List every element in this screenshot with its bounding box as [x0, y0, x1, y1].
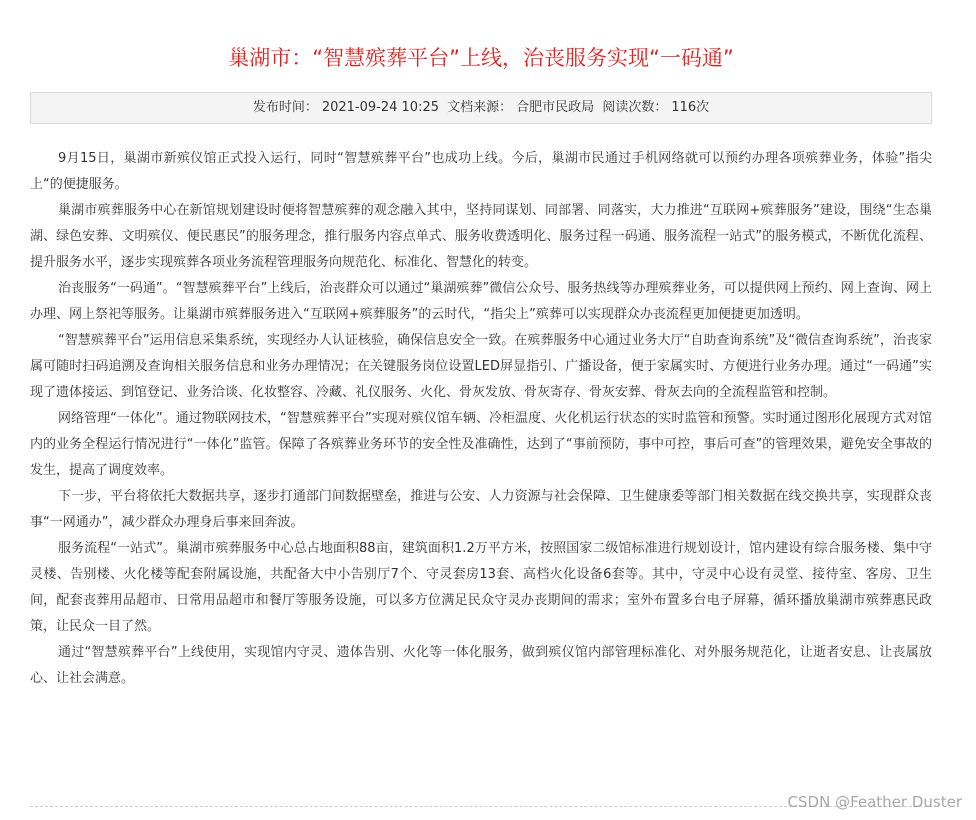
- article-title: 巢湖市：“智慧殡葬平台”上线，治丧服务实现“一码通”: [228, 46, 734, 70]
- source-label: 文档来源：: [447, 100, 513, 115]
- paragraph: 9月15日，巢湖市新殡仪馆正式投入运行，同时“智慧殡葬平台”也成功上线。今后，巢湖市民通过手机网络就可以预约办理各项殡葬业务，体验”指尖上“的便捷服务。: [30, 151, 932, 192]
- article: [30, 0, 932, 692]
- paragraph: 服务流程“一站式”。巢湖市殡葬服务中心总占地面积88亩，建筑面积1.2万平方米，按照国家二级馆标准进行规划设计，馆内建设有综合服务楼、集中守灵楼、告别楼、火化楼等配套附属设施，共配备大中小告别厅7个、守灵套房13套、高档火化设备6套等。其中，守灵中心设有灵堂、接待室、客房、卫生间，配套丧葬用品超市、日常用品超市和餐厅等服务设施，可以多方位满足民众守灵办丧期间的需求；室外布置多台电子屏幕，循环播放巢湖市殡葬惠民政策，让民众一目了然。: [30, 541, 932, 634]
- views-count: 116次: [671, 100, 710, 115]
- publish-time: 2021-09-24 10:25: [321, 100, 439, 115]
- paragraph: “智慧殡葬平台”运用信息采集系统，实现经办人认证核验，确保信息安全一致。在殡葬服务中心通过业务大厅“自助查询系统”及“微信查询系统”，治丧家属可随时扫码追溯及查询相关服务信息和业务办理情况；在关键服务岗位设置LED屏显指引、广播设备，便于家属实时、方便进行业务办理。通过“一码通”实现了遗体接运、到馆登记、业务洽谈、化妆整容、冷藏、礼仪服务、火化、骨灰发放、骨灰寄存、骨灰安葬、骨灰去向的全流程监管和控制。: [30, 333, 932, 400]
- views-label: 阅读次数：: [602, 100, 668, 115]
- article-meta-bar: [30, 92, 932, 124]
- publish-time-label: 发布时间：: [252, 100, 318, 115]
- paragraph: 网络管理“一体化”。通过物联网技术，“智慧殡葬平台”实现对殡仪馆车辆、冷柜温度、火化机运行状态的实时监管和预警。实时通过图形化展现方式对馆内的业务全程运行情况进行“一体化”监管。保障了各殡葬业务环节的安全性及准确性，达到了“事前预防，事中可控，事后可查”的管理效果，避免安全事故的发生，提高了调度效率。: [30, 411, 932, 478]
- paragraph: 通过“智慧殡葬平台”上线使用，实现馆内守灵、遗体告别、火化等一体化服务，做到殡仪馆内部管理标准化、对外服务规范化，让逝者安息、让丧属放心、让社会满意。: [30, 645, 932, 686]
- csdn-watermark: CSDN @Feather Duster: [787, 793, 962, 811]
- article-body: [30, 146, 932, 692]
- paragraph: 下一步，平台将依托大数据共享，逐步打通部门间数据壁垒，推进与公安、人力资源与社会保障、卫生健康委等部门相关数据在线交换共享，实现群众丧事“一网通办”，减少群众办理身后事来回奔波。: [30, 489, 932, 530]
- source: 合肥市民政局: [516, 100, 595, 115]
- paragraph: 巢湖市殡葬服务中心在新馆规划建设时便将智慧殡葬的观念融入其中，坚持同谋划、同部署、同落实，大力推进“互联网+殡葬服务”建设，围绕“生态巢湖、绿色安葬、文明殡仪、便民惠民”的服务理念，推行服务内容点单式、服务收费透明化、服务过程一码通、服务流程一站式”的服务模式，不断优化流程、提升服务水平，逐步实现殡葬各项业务流程管理服务向规范化、标准化、智慧化的转变。: [30, 203, 932, 270]
- paragraph: 治丧服务“一码通”。“智慧殡葬平台”上线后，治丧群众可以通过“巢湖殡葬”微信公众号、服务热线等办理殡葬业务，可以提供网上预约、网上查询、网上办理、网上祭祀等服务。让巢湖市殡葬服务进入“互联网+殡葬服务”的云时代，“指尖上”殡葬可以实现群众办丧流程更加便捷更加透明。: [30, 281, 932, 322]
